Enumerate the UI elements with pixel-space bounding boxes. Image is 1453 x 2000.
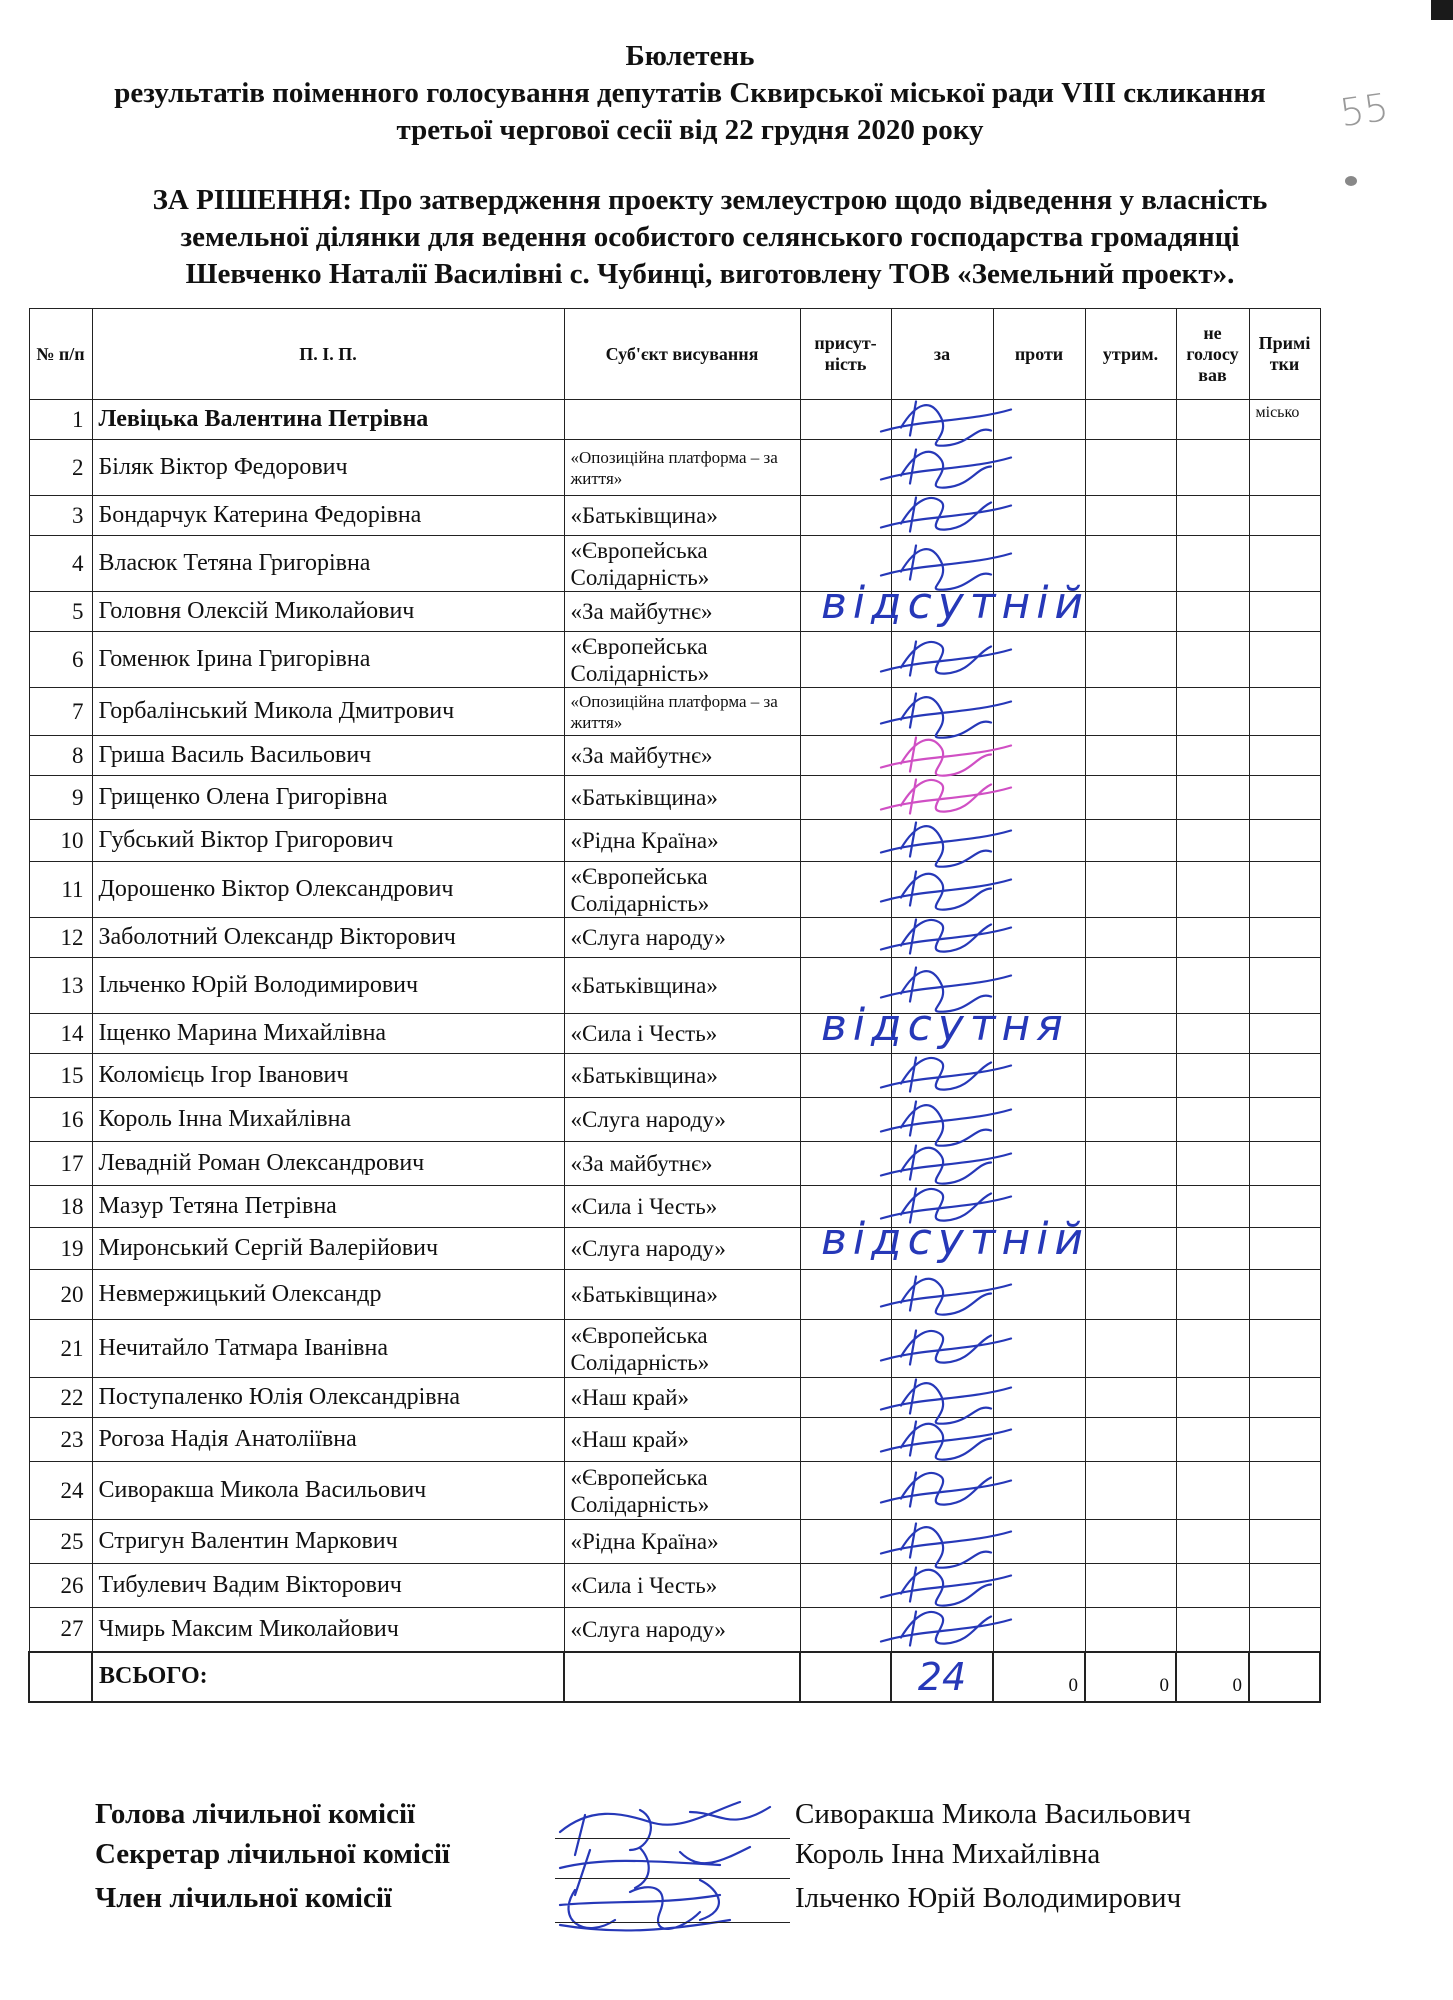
row-present <box>800 1270 891 1320</box>
absent-note: відсутній <box>821 577 1090 629</box>
row-note <box>1249 688 1320 736</box>
footer-chair-signature-line <box>555 1838 790 1839</box>
table-row <box>29 1320 1320 1378</box>
row-name: Король Інна Михайлівна <box>92 1098 564 1142</box>
row-number: 25 <box>29 1520 92 1564</box>
row-abstain <box>1085 1520 1176 1564</box>
row-note <box>1249 1418 1320 1462</box>
secretary-signature-mark <box>560 1847 750 1895</box>
row-against <box>993 862 1085 918</box>
row-number: 26 <box>29 1564 92 1608</box>
row-note: місько <box>1249 400 1320 440</box>
row-for <box>891 862 993 918</box>
row-not-voted <box>1176 820 1249 862</box>
header-session: третьої чергової сесії від 22 грудня 2020 року <box>396 114 984 146</box>
row-party: «Європейська Солідарність» <box>564 862 800 918</box>
row-not-voted <box>1176 1520 1249 1564</box>
row-not-voted <box>1176 1608 1249 1652</box>
row-present <box>800 400 891 440</box>
table-row <box>29 958 1320 1014</box>
header-subtitle: результатів поіменного голосування депутатів Сквирської міської ради VIII скликання <box>114 77 1266 109</box>
row-abstain <box>1085 1608 1176 1652</box>
row-abstain <box>1085 1014 1176 1054</box>
row-abstain <box>1085 1378 1176 1418</box>
row-abstain <box>1085 592 1176 632</box>
row-for <box>891 1418 993 1462</box>
row-against <box>993 1098 1085 1142</box>
row-name: Грищенко Олена Григорівна <box>92 776 564 820</box>
row-name: Мазур Тетяна Петрівна <box>92 1186 564 1228</box>
row-not-voted <box>1176 1418 1249 1462</box>
row-number: 12 <box>29 918 92 958</box>
total-not-voted: 0 <box>1176 1652 1249 1702</box>
row-note <box>1249 1228 1320 1270</box>
row-present <box>800 1462 891 1520</box>
row-name: Іщенко Марина Михайлівна <box>92 1014 564 1054</box>
absent-note: відсутній <box>821 1213 1090 1265</box>
row-present <box>800 1142 891 1186</box>
row-note <box>1249 592 1320 632</box>
table-row <box>29 1186 1320 1228</box>
table-row <box>29 440 1320 496</box>
row-name: Бондарчук Катерина Федорівна <box>92 496 564 536</box>
handwritten-page-number: 55 <box>1337 84 1392 136</box>
row-not-voted <box>1176 688 1249 736</box>
row-present <box>800 736 891 776</box>
footer-chair-role: Голова лічильної комісії <box>95 1798 416 1830</box>
row-number: 6 <box>29 632 92 688</box>
row-abstain <box>1085 496 1176 536</box>
table-row <box>29 496 1320 536</box>
total-present-empty <box>800 1652 891 1702</box>
row-for <box>891 1564 993 1608</box>
row-abstain <box>1085 1418 1176 1462</box>
row-note <box>1249 918 1320 958</box>
decision-text-1: Про затвердження проекту землеустрою щодо відведення у власність <box>352 184 1268 216</box>
row-for <box>891 1520 993 1564</box>
row-number: 18 <box>29 1186 92 1228</box>
chair-signature-mark <box>560 1802 770 1855</box>
col-header-present: присут-ність <box>800 309 891 400</box>
footer-chair-name: Сиворакша Микола Васильович <box>795 1798 1192 1830</box>
row-against <box>993 736 1085 776</box>
row-note <box>1249 820 1320 862</box>
col-header-abstain: утрим. <box>1085 309 1176 400</box>
row-name: Коломієць Ігор Іванович <box>92 1054 564 1098</box>
row-note <box>1249 1462 1320 1520</box>
row-party: «Рідна Країна» <box>564 820 800 862</box>
row-not-voted <box>1176 400 1249 440</box>
row-present <box>800 918 891 958</box>
row-name: Власюк Тетяна Григорівна <box>92 536 564 592</box>
table-row <box>29 688 1320 736</box>
row-number: 19 <box>29 1228 92 1270</box>
decision-lead: ЗА РІШЕННЯ: <box>152 184 352 216</box>
row-party: «Батьківщина» <box>564 1270 800 1320</box>
row-name: Нечитайло Татмара Іванівна <box>92 1320 564 1378</box>
row-abstain <box>1085 536 1176 592</box>
row-present <box>800 820 891 862</box>
row-party: «Слуга народу» <box>564 1608 800 1652</box>
row-against <box>993 918 1085 958</box>
row-name: Рогоза Надія Анатоліївна <box>92 1418 564 1462</box>
table-row <box>29 736 1320 776</box>
row-against <box>993 440 1085 496</box>
row-for <box>891 918 993 958</box>
row-abstain <box>1085 736 1176 776</box>
row-note <box>1249 1378 1320 1418</box>
decision-text-3: Шевченко Наталії Василівні с. Чубинці, виготовлену ТОВ «Земельний проект». <box>185 258 1235 290</box>
table-row <box>29 1378 1320 1418</box>
row-present <box>800 1520 891 1564</box>
total-label: ВСЬОГО: <box>92 1652 564 1702</box>
row-number: 3 <box>29 496 92 536</box>
row-abstain <box>1085 1462 1176 1520</box>
row-present <box>800 1418 891 1462</box>
row-note <box>1249 1142 1320 1186</box>
row-name: Поступаленко Юлія Олександрівна <box>92 1378 564 1418</box>
row-not-voted <box>1176 958 1249 1014</box>
row-present <box>800 1564 891 1608</box>
row-party: «За майбутнє» <box>564 736 800 776</box>
row-not-voted <box>1176 592 1249 632</box>
row-not-voted <box>1176 1186 1249 1228</box>
row-number: 15 <box>29 1054 92 1098</box>
row-number: 10 <box>29 820 92 862</box>
row-number: 1 <box>29 400 92 440</box>
row-against <box>993 1054 1085 1098</box>
total-empty <box>29 1652 92 1702</box>
row-not-voted <box>1176 496 1249 536</box>
col-header-party: Суб'єкт висування <box>564 309 800 400</box>
table-row <box>29 1270 1320 1320</box>
row-for <box>891 820 993 862</box>
row-not-voted <box>1176 1142 1249 1186</box>
row-note <box>1249 736 1320 776</box>
row-against <box>993 400 1085 440</box>
row-abstain <box>1085 1142 1176 1186</box>
row-party <box>564 400 800 440</box>
row-party: «Європейська Солідарність» <box>564 632 800 688</box>
row-not-voted <box>1176 440 1249 496</box>
row-present <box>800 496 891 536</box>
row-for <box>891 776 993 820</box>
row-against <box>993 688 1085 736</box>
row-number: 22 <box>29 1378 92 1418</box>
row-name: Дорошенко Віктор Олександрович <box>92 862 564 918</box>
row-present <box>800 1320 891 1378</box>
row-note <box>1249 1054 1320 1098</box>
row-not-voted <box>1176 862 1249 918</box>
row-present <box>800 1608 891 1652</box>
row-party: «Опозиційна платформа – за життя» <box>564 440 800 496</box>
row-against <box>993 496 1085 536</box>
row-name: Заболотний Олександр Вікторович <box>92 918 564 958</box>
row-not-voted <box>1176 1462 1249 1520</box>
col-header-notes: Примі тки <box>1249 309 1320 400</box>
table-row <box>29 862 1320 918</box>
row-note <box>1249 862 1320 918</box>
row-for <box>891 1054 993 1098</box>
row-for <box>891 1098 993 1142</box>
table-row <box>29 1054 1320 1098</box>
row-party: «Слуга народу» <box>564 918 800 958</box>
row-note <box>1249 632 1320 688</box>
row-note <box>1249 440 1320 496</box>
row-name: Біляк Віктор Федорович <box>92 440 564 496</box>
row-number: 16 <box>29 1098 92 1142</box>
row-number: 9 <box>29 776 92 820</box>
row-number: 2 <box>29 440 92 496</box>
row-against <box>993 1564 1085 1608</box>
row-party: «Європейська Солідарність» <box>564 1462 800 1520</box>
col-header-against: проти <box>993 309 1085 400</box>
row-abstain <box>1085 632 1176 688</box>
row-present <box>800 440 891 496</box>
row-party: «Батьківщина» <box>564 1054 800 1098</box>
table-row <box>29 1098 1320 1142</box>
table-row <box>29 776 1320 820</box>
row-note <box>1249 1520 1320 1564</box>
row-for <box>891 1320 993 1378</box>
row-name: Ільченко Юрій Володимирович <box>92 958 564 1014</box>
total-party-empty <box>564 1652 800 1702</box>
row-for <box>891 632 993 688</box>
table-row <box>29 400 1320 440</box>
row-against <box>993 1462 1085 1520</box>
row-not-voted <box>1176 1054 1249 1098</box>
row-name: Губський Віктор Григорович <box>92 820 564 862</box>
row-party: «Слуга народу» <box>564 1228 800 1270</box>
row-not-voted <box>1176 776 1249 820</box>
row-abstain <box>1085 1564 1176 1608</box>
row-number: 23 <box>29 1418 92 1462</box>
row-for <box>891 400 993 440</box>
row-against <box>993 1418 1085 1462</box>
row-party: «Сила і Честь» <box>564 1014 800 1054</box>
row-not-voted <box>1176 632 1249 688</box>
decision-text-2: земельної ділянки для ведення особистого селянського господарства громадянці <box>180 221 1240 253</box>
header-title: Бюлетень <box>625 40 755 72</box>
row-present <box>800 688 891 736</box>
total-row <box>29 1652 1320 1702</box>
table-row <box>29 918 1320 958</box>
row-not-voted <box>1176 536 1249 592</box>
row-note <box>1249 958 1320 1014</box>
decision-block <box>60 182 1360 293</box>
row-note <box>1249 1098 1320 1142</box>
row-party: «Наш край» <box>564 1418 800 1462</box>
row-against <box>993 1520 1085 1564</box>
row-against <box>993 1320 1085 1378</box>
row-party: «Батьківщина» <box>564 958 800 1014</box>
col-header-num: № п/п <box>29 309 92 400</box>
row-for <box>891 736 993 776</box>
footer-member-signature-line <box>555 1922 790 1923</box>
row-number: 13 <box>29 958 92 1014</box>
total-against: 0 <box>993 1652 1085 1702</box>
table-header-row <box>29 309 1320 400</box>
table-row <box>29 1014 1320 1054</box>
row-abstain <box>1085 1186 1176 1228</box>
row-abstain <box>1085 1098 1176 1142</box>
scan-corner-mark <box>1431 0 1453 20</box>
row-note <box>1249 1270 1320 1320</box>
row-abstain <box>1085 862 1176 918</box>
row-name: Гриша Василь Васильович <box>92 736 564 776</box>
row-against <box>993 632 1085 688</box>
row-for <box>891 1462 993 1520</box>
row-number: 11 <box>29 862 92 918</box>
voting-table <box>28 308 1321 1703</box>
row-for <box>891 1608 993 1652</box>
row-note <box>1249 1320 1320 1378</box>
row-party: «За майбутнє» <box>564 1142 800 1186</box>
row-party: «За майбутнє» <box>564 592 800 632</box>
row-number: 27 <box>29 1608 92 1652</box>
row-abstain <box>1085 958 1176 1014</box>
row-name: Тибулевич Вадим Вікторович <box>92 1564 564 1608</box>
row-not-voted <box>1176 918 1249 958</box>
row-number: 20 <box>29 1270 92 1320</box>
row-name: Головня Олексій Миколайович <box>92 592 564 632</box>
row-abstain <box>1085 1054 1176 1098</box>
row-party: «Батьківщина» <box>564 776 800 820</box>
row-note <box>1249 1608 1320 1652</box>
row-name: Миронський Сергій Валерійович <box>92 1228 564 1270</box>
table-row <box>29 1418 1320 1462</box>
row-party: «Батьківщина» <box>564 496 800 536</box>
row-present <box>800 862 891 918</box>
table-row <box>29 1228 1320 1270</box>
row-not-voted <box>1176 1564 1249 1608</box>
row-note <box>1249 1014 1320 1054</box>
row-for <box>891 1270 993 1320</box>
row-for <box>891 688 993 736</box>
row-not-voted <box>1176 736 1249 776</box>
row-abstain <box>1085 820 1176 862</box>
row-note <box>1249 536 1320 592</box>
row-party: «Сила і Честь» <box>564 1186 800 1228</box>
col-header-for: за <box>891 309 993 400</box>
row-note <box>1249 496 1320 536</box>
row-for <box>891 1142 993 1186</box>
footer-secretary-name: Король Інна Михайлівна <box>795 1838 1101 1870</box>
row-name: Горбалінський Микола Дмитрович <box>92 688 564 736</box>
row-note <box>1249 1186 1320 1228</box>
total-notes-empty <box>1249 1652 1320 1702</box>
col-header-not-voted: не голосу вав <box>1176 309 1249 400</box>
row-abstain <box>1085 400 1176 440</box>
row-party: «Слуга народу» <box>564 1098 800 1142</box>
row-present <box>800 776 891 820</box>
row-abstain <box>1085 1270 1176 1320</box>
row-present <box>800 1098 891 1142</box>
row-party: «Сила і Честь» <box>564 1564 800 1608</box>
row-abstain <box>1085 776 1176 820</box>
row-against <box>993 1608 1085 1652</box>
row-abstain <box>1085 918 1176 958</box>
row-name: Сиворакша Микола Васильович <box>92 1462 564 1520</box>
row-name: Левіцька Валентина Петрівна <box>92 400 564 440</box>
row-abstain <box>1085 440 1176 496</box>
row-not-voted <box>1176 1014 1249 1054</box>
col-header-name: П. І. П. <box>92 309 564 400</box>
row-not-voted <box>1176 1320 1249 1378</box>
table-row <box>29 592 1320 632</box>
row-for <box>891 496 993 536</box>
table-row <box>29 1608 1320 1652</box>
row-not-voted <box>1176 1378 1249 1418</box>
table-row <box>29 1564 1320 1608</box>
row-number: 8 <box>29 736 92 776</box>
row-present <box>800 1054 891 1098</box>
row-name: Невмержицький Олександр <box>92 1270 564 1320</box>
table-row <box>29 1520 1320 1564</box>
row-against <box>993 1142 1085 1186</box>
footer-member-name: Ільченко Юрій Володимирович <box>795 1882 1182 1914</box>
table-row <box>29 536 1320 592</box>
row-against <box>993 1270 1085 1320</box>
row-party: «Європейська Солідарність» <box>564 1320 800 1378</box>
absent-note: відсутня <box>821 999 1069 1051</box>
row-number: 21 <box>29 1320 92 1378</box>
row-note <box>1249 1564 1320 1608</box>
row-present <box>800 632 891 688</box>
row-number: 5 <box>29 592 92 632</box>
row-party: «Наш край» <box>564 1378 800 1418</box>
row-party: «Опозиційна платформа – за життя» <box>564 688 800 736</box>
row-party: «Європейська Солідарність» <box>564 536 800 592</box>
row-abstain <box>1085 1320 1176 1378</box>
row-number: 17 <box>29 1142 92 1186</box>
row-name: Левадній Роман Олександрович <box>92 1142 564 1186</box>
total-abstain: 0 <box>1085 1652 1176 1702</box>
row-for <box>891 440 993 496</box>
row-number: 7 <box>29 688 92 736</box>
row-abstain <box>1085 688 1176 736</box>
row-name: Стригун Валентин Маркович <box>92 1520 564 1564</box>
footer-secretary-role: Секретар лічильної комісії <box>95 1838 450 1870</box>
table-row <box>29 1462 1320 1520</box>
table-row <box>29 1142 1320 1186</box>
document-header <box>40 38 1340 149</box>
row-not-voted <box>1176 1228 1249 1270</box>
row-note <box>1249 776 1320 820</box>
row-against <box>993 1378 1085 1418</box>
row-against <box>993 776 1085 820</box>
row-number: 24 <box>29 1462 92 1520</box>
row-abstain <box>1085 1228 1176 1270</box>
row-not-voted <box>1176 1270 1249 1320</box>
footer-secretary-signature-line <box>555 1878 790 1879</box>
row-number: 4 <box>29 536 92 592</box>
row-number: 14 <box>29 1014 92 1054</box>
total-for: 24 <box>891 1652 993 1702</box>
table-row <box>29 632 1320 688</box>
row-name: Чмирь Максим Миколайович <box>92 1608 564 1652</box>
row-present <box>800 1378 891 1418</box>
row-name: Гоменюк Ірина Григорівна <box>92 632 564 688</box>
row-against <box>993 820 1085 862</box>
row-for <box>891 1378 993 1418</box>
row-not-voted <box>1176 1098 1249 1142</box>
table-row <box>29 820 1320 862</box>
row-party: «Рідна Країна» <box>564 1520 800 1564</box>
footer-signatures <box>560 1802 770 1930</box>
footer-member-role: Член лічильної комісії <box>95 1882 392 1914</box>
